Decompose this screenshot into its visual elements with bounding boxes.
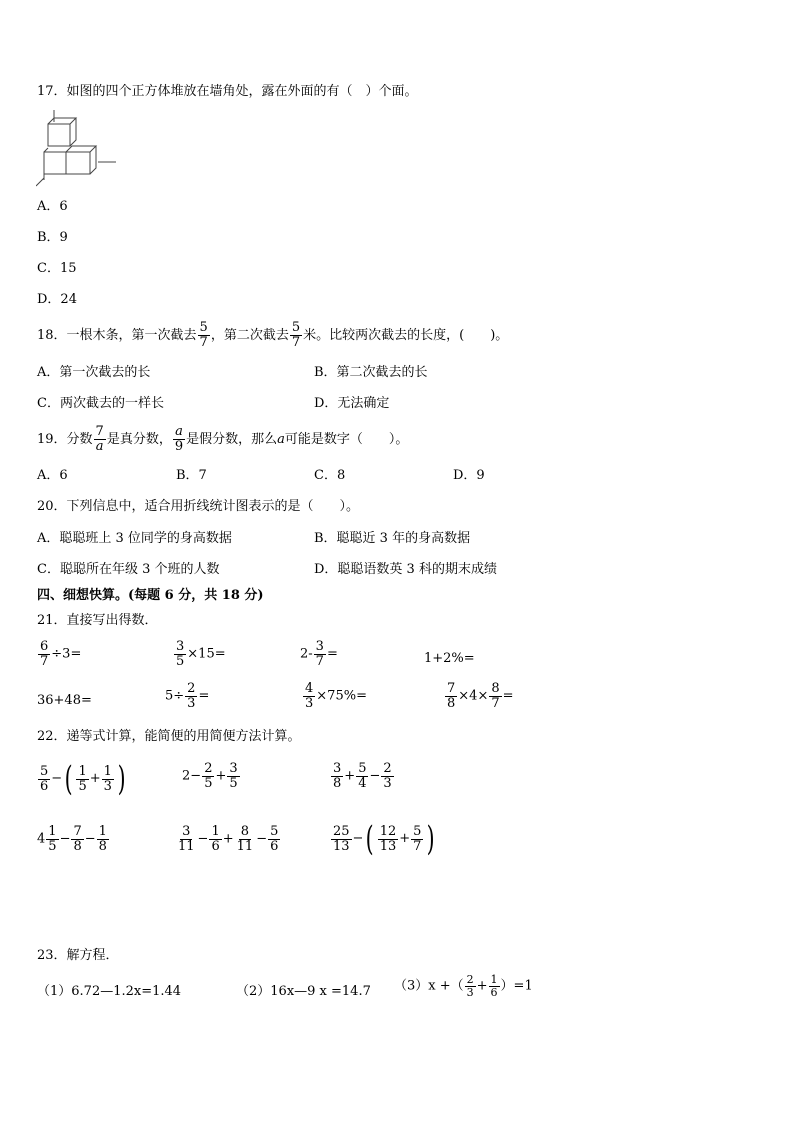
q21-item-2: $\frac{3}{5}$ ×15= (176, 639, 226, 669)
q22-expr-1: $\frac{5}{6}$ −( $\frac{1}{5}$ + $\frac{1}{3}$ ) (40, 759, 126, 799)
q22-expr-6: $\frac{25}{13}$ −( $\frac{12}{13}$ + $\frac{5}{7}$ ) (333, 819, 436, 859)
q19-fraction-1: $\frac{7}{a}$ (95, 424, 104, 454)
q19-text-2: 是真分数， (106, 432, 172, 447)
q20-option-b[interactable]: B．聪聪近 3 年的身高数据 (314, 531, 471, 546)
q17-option-c[interactable]: C．15 (37, 261, 77, 276)
q19-option-a[interactable]: A．6 (37, 468, 68, 483)
q23-equation-1: （1）6.72—1.2x=1.44 (37, 984, 182, 999)
q18-text-2: ，第二次截去 (210, 328, 289, 343)
q21-item-6: 5÷ $\frac{2}{3}$ = (165, 681, 210, 711)
q22-expr-4: 4 $\frac{1}{5}$ − $\frac{7}{8}$ − $\frac{1}{8}$ (37, 824, 107, 854)
q22-expr-3: $\frac{3}{8}$ + $\frac{5}{4}$ − $\frac{2}{3}$ (333, 761, 392, 791)
q20-option-c[interactable]: C．聪聪所在年级 3 个班的人数 (37, 562, 220, 577)
q18-text-1: 18．一根木条，第一次截去 (37, 328, 197, 343)
q21-stem: 21．直接写出得数． (37, 613, 158, 628)
q17-option-d[interactable]: D．24 (37, 292, 77, 307)
q18-stem (37, 320, 508, 352)
q19-option-c[interactable]: C．8 (314, 468, 346, 483)
q18-option-a[interactable]: A．第一次截去的长 (37, 365, 151, 380)
q21-item-1: $\frac{6}{7}$ ÷3= (40, 639, 82, 669)
q19-text-3: 是假分数，那么 (186, 432, 278, 447)
q21-item-4: 1+2%= (424, 651, 475, 666)
q18-text-3: 米。比较两次截去的长度，( )。 (303, 328, 509, 343)
q18-option-d[interactable]: D．无法确定 (314, 396, 390, 411)
q22-stem: 22．递等式计算，能简便的用简便方法计算。 (37, 729, 301, 744)
q23-equation-2: （2）16x—9 x =14.7 (236, 984, 371, 999)
q18-option-c[interactable]: C．两次截去的一样长 (37, 396, 164, 411)
q17-stem: 17．如图的四个正方体堆放在墙角处，露在外面的有（ ）个面。 (37, 84, 418, 99)
q18-fraction-1: $\frac{5}{7}$ (199, 320, 208, 350)
q19-stem (37, 424, 408, 456)
q19-text-4: 可能是数字（ ）。 (284, 432, 409, 447)
q18-option-b[interactable]: B．第二次截去的长 (314, 365, 428, 380)
q21-item-5: 36+48= (37, 693, 92, 708)
q17-option-a[interactable]: A．6 (37, 199, 68, 214)
q22-expr-5: $\frac{3}{11}$ − $\frac{1}{6}$ + $\frac{8}{11}$ − $\frac{5}{6}$ (178, 824, 279, 854)
q23-equation-3: （3）x +（ $\frac{2}{3}$ + $\frac{1}{6}$ ）=1 (394, 973, 533, 999)
q22-expr-2: 2− $\frac{2}{5}$ + $\frac{3}{5}$ (182, 761, 238, 791)
q17-option-b[interactable]: B．9 (37, 230, 68, 245)
q20-option-a[interactable]: A．聪聪班上 3 位同学的身高数据 (37, 531, 232, 546)
q20-option-d[interactable]: D．聪聪语数英 3 科的期末成绩 (314, 562, 497, 577)
q19-option-d[interactable]: D．9 (453, 468, 485, 483)
q19-option-b[interactable]: B．7 (176, 468, 207, 483)
q18-fraction-2: $\frac{5}{7}$ (291, 320, 301, 350)
q19-variable: a (277, 432, 285, 447)
cubes-figure (36, 110, 120, 188)
q21-item-7: $\frac{4}{3}$ ×75%= (305, 681, 367, 711)
q19-text-1: 19．分数 (37, 432, 93, 447)
q21-item-8: $\frac{7}{8}$ ×4× $\frac{8}{7}$ = (447, 681, 514, 711)
q23-stem: 23．解方程． (37, 948, 119, 963)
q20-stem: 20．下列信息中，适合用折线统计图表示的是（ ）。 (37, 499, 360, 514)
section-4-heading: 四、细想快算。(每题 6 分，共 18 分) (37, 588, 264, 603)
q21-item-3: 2- $\frac{3}{7}$ = (300, 639, 338, 669)
q19-fraction-2: $\frac{a}{9}$ (174, 424, 184, 454)
